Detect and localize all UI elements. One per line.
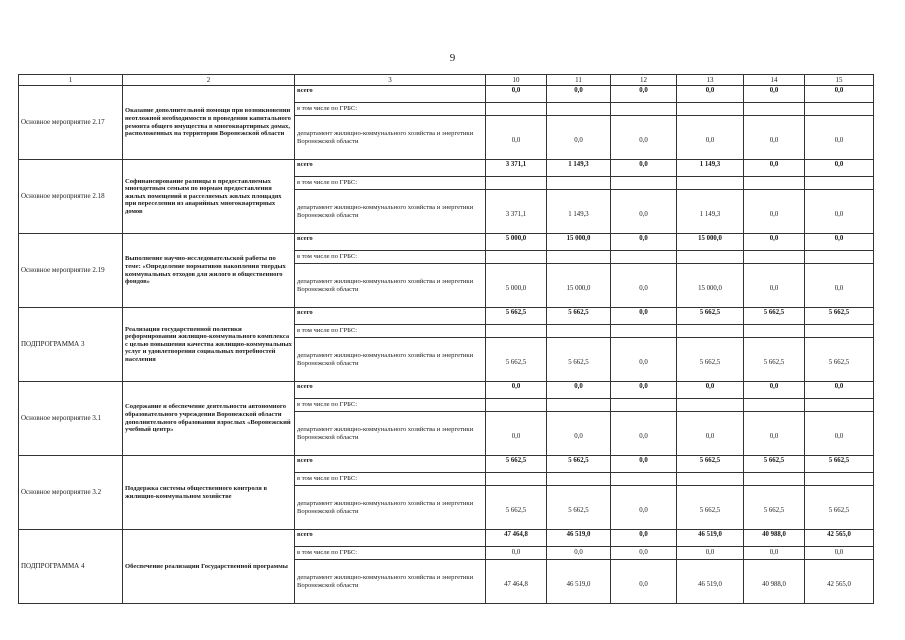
department-value-cell: 0,0 (744, 264, 805, 308)
total-label-cell: всего (295, 86, 486, 103)
header-cell: 14 (744, 75, 805, 86)
department-value-cell: 1 149,3 (547, 190, 611, 234)
total-value-cell: 5 662,5 (486, 308, 547, 325)
header-row (19, 75, 874, 86)
grbs-value-cell (547, 473, 611, 486)
grbs-label-cell: в том числе по ГРБС: (295, 251, 486, 264)
total-label-cell: всего (295, 456, 486, 473)
department-value-cell: 5 662,5 (805, 338, 874, 382)
total-value-cell: 0,0 (744, 234, 805, 251)
grbs-value-cell (677, 399, 744, 412)
department-value-cell: 46 519,0 (677, 560, 744, 604)
department-value-cell: 0,0 (677, 116, 744, 160)
total-value-cell: 0,0 (744, 86, 805, 103)
department-value-cell: 0,0 (744, 190, 805, 234)
header-cell: 1 (19, 75, 123, 86)
grbs-value-cell (744, 103, 805, 116)
activity-code-cell: Основное мероприятие 2.17 (19, 86, 123, 160)
department-label-cell: департамент жилищно-коммунального хозяйства и энергетики Воронежской области (295, 338, 486, 382)
table-body (19, 75, 874, 604)
grbs-label-cell: в том числе по ГРБС: (295, 325, 486, 338)
total-value-cell: 0,0 (611, 530, 677, 547)
grbs-value-cell (547, 103, 611, 116)
department-value-cell: 0,0 (611, 486, 677, 530)
total-value-cell: 5 000,0 (486, 234, 547, 251)
department-label-cell: департамент жилищно-коммунального хозяйства и энергетики Воронежской области (295, 116, 486, 160)
total-label-cell: всего (295, 234, 486, 251)
grbs-value-cell: 0,0 (547, 547, 611, 560)
department-value-cell: 5 662,5 (677, 338, 744, 382)
table-row-total (19, 382, 874, 399)
total-value-cell: 5 662,5 (486, 456, 547, 473)
grbs-value-cell (547, 177, 611, 190)
activity-code-cell: Основное мероприятие 3.1 (19, 382, 123, 456)
department-label-cell: департамент жилищно-коммунального хозяйства и энергетики Воронежской области (295, 412, 486, 456)
grbs-label-cell: в том числе по ГРБС: (295, 399, 486, 412)
total-value-cell: 0,0 (611, 86, 677, 103)
budget-table (18, 74, 874, 604)
grbs-value-cell (677, 177, 744, 190)
department-value-cell: 0,0 (547, 116, 611, 160)
department-value-cell: 0,0 (677, 412, 744, 456)
total-value-cell: 40 988,0 (744, 530, 805, 547)
grbs-value-cell (611, 473, 677, 486)
grbs-value-cell (805, 325, 874, 338)
grbs-value-cell (486, 399, 547, 412)
table-row-total (19, 234, 874, 251)
total-value-cell: 5 662,5 (547, 308, 611, 325)
department-value-cell: 5 662,5 (744, 486, 805, 530)
activity-title-cell: Обеспечение реализации Государственной программы (123, 530, 295, 604)
total-value-cell: 5 662,5 (677, 308, 744, 325)
grbs-value-cell (805, 399, 874, 412)
total-value-cell: 0,0 (486, 86, 547, 103)
department-value-cell: 5 662,5 (486, 338, 547, 382)
grbs-value-cell (744, 177, 805, 190)
department-value-cell: 5 662,5 (547, 338, 611, 382)
department-value-cell: 0,0 (611, 412, 677, 456)
activity-code-cell: Основное мероприятие 2.19 (19, 234, 123, 308)
total-value-cell: 5 662,5 (805, 456, 874, 473)
total-value-cell: 0,0 (611, 234, 677, 251)
total-value-cell: 0,0 (744, 382, 805, 399)
total-value-cell: 0,0 (547, 382, 611, 399)
total-value-cell: 15 000,0 (677, 234, 744, 251)
grbs-value-cell (611, 103, 677, 116)
total-value-cell: 5 662,5 (805, 308, 874, 325)
grbs-label-cell: в том числе по ГРБС: (295, 473, 486, 486)
total-value-cell: 3 371,1 (486, 160, 547, 177)
grbs-value-cell: 0,0 (486, 547, 547, 560)
grbs-value-cell (805, 103, 874, 116)
header-cell: 13 (677, 75, 744, 86)
department-value-cell: 47 464,8 (486, 560, 547, 604)
department-value-cell: 5 662,5 (677, 486, 744, 530)
department-value-cell: 40 988,0 (744, 560, 805, 604)
department-value-cell: 0,0 (547, 412, 611, 456)
total-value-cell: 0,0 (677, 382, 744, 399)
total-value-cell: 46 519,0 (547, 530, 611, 547)
grbs-value-cell (486, 473, 547, 486)
department-value-cell: 0,0 (486, 412, 547, 456)
grbs-value-cell (805, 177, 874, 190)
total-label-cell: всего (295, 382, 486, 399)
total-value-cell: 5 662,5 (744, 308, 805, 325)
department-label-cell: департамент жилищно-коммунального хозяйства и энергетики Воронежской области (295, 190, 486, 234)
page-number: 9 (449, 52, 456, 64)
total-value-cell: 47 464,8 (486, 530, 547, 547)
total-label-cell: всего (295, 530, 486, 547)
header-cell: 12 (611, 75, 677, 86)
department-value-cell: 3 371,1 (486, 190, 547, 234)
grbs-value-cell (805, 251, 874, 264)
total-value-cell: 5 662,5 (744, 456, 805, 473)
grbs-value-cell: 0,0 (611, 547, 677, 560)
department-value-cell: 0,0 (805, 264, 874, 308)
total-value-cell: 0,0 (611, 456, 677, 473)
total-value-cell: 5 662,5 (547, 456, 611, 473)
total-value-cell: 0,0 (486, 382, 547, 399)
grbs-label-cell: в том числе по ГРБС: (295, 177, 486, 190)
department-value-cell: 0,0 (611, 264, 677, 308)
grbs-value-cell (547, 399, 611, 412)
activity-code-cell: ПОДПРОГРАММА 4 (19, 530, 123, 604)
total-label-cell: всего (295, 308, 486, 325)
department-value-cell: 5 662,5 (486, 486, 547, 530)
grbs-value-cell (486, 177, 547, 190)
grbs-value-cell (611, 251, 677, 264)
department-value-cell: 5 000,0 (486, 264, 547, 308)
department-value-cell: 0,0 (611, 338, 677, 382)
table-row-total (19, 456, 874, 473)
activity-code-cell: Основное мероприятие 2.18 (19, 160, 123, 234)
total-value-cell: 0,0 (805, 160, 874, 177)
department-value-cell: 0,0 (611, 116, 677, 160)
total-value-cell: 0,0 (805, 382, 874, 399)
department-label-cell: департамент жилищно-коммунального хозяйства и энергетики Воронежской области (295, 560, 486, 604)
grbs-value-cell (611, 177, 677, 190)
grbs-value-cell (547, 325, 611, 338)
total-value-cell: 0,0 (805, 234, 874, 251)
grbs-value-cell: 0,0 (805, 547, 874, 560)
total-value-cell: 0,0 (677, 86, 744, 103)
total-value-cell: 5 662,5 (677, 456, 744, 473)
department-value-cell: 46 519,0 (547, 560, 611, 604)
grbs-value-cell (744, 251, 805, 264)
activity-title-cell: Поддержка системы общественного контроля в жилищно-коммунальном хозяйстве (123, 456, 295, 530)
table-row-total (19, 530, 874, 547)
department-value-cell: 1 149,3 (677, 190, 744, 234)
total-value-cell: 0,0 (611, 382, 677, 399)
activity-title-cell: Оказание дополнительной помощи при возникновении неотложной необходимости в проведении капитального ремонта общего имущества в многоквартирных домах, расположенных на территории Воронежской области (123, 86, 295, 160)
grbs-value-cell: 0,0 (677, 547, 744, 560)
activity-title-cell: Реализация государственной политики реформировании жилищно-коммунального комплекса с целью повышения качества жилищно-коммунальных услуг и удовлетворения социальных потребностей населения (123, 308, 295, 382)
department-value-cell: 0,0 (744, 116, 805, 160)
grbs-value-cell (677, 251, 744, 264)
grbs-value-cell (744, 473, 805, 486)
total-value-cell: 1 149,3 (547, 160, 611, 177)
total-label-cell: всего (295, 160, 486, 177)
total-value-cell: 0,0 (547, 86, 611, 103)
table-row-total (19, 160, 874, 177)
grbs-label-cell: в том числе по ГРБС: (295, 547, 486, 560)
total-value-cell: 1 149,3 (677, 160, 744, 177)
grbs-value-cell (486, 251, 547, 264)
department-value-cell: 5 662,5 (547, 486, 611, 530)
total-value-cell: 15 000,0 (547, 234, 611, 251)
total-value-cell: 42 565,0 (805, 530, 874, 547)
grbs-value-cell: 0,0 (744, 547, 805, 560)
department-value-cell: 0,0 (744, 412, 805, 456)
grbs-value-cell (677, 325, 744, 338)
grbs-value-cell (677, 473, 744, 486)
activity-title-cell: Софинансирование разницы в предоставляемых многодетным семьям по нормам предоставления жилых помещений и расселяемых жилых площадях при переселении из аварийных многоквартирных домов (123, 160, 295, 234)
total-value-cell: 0,0 (744, 160, 805, 177)
department-value-cell: 0,0 (486, 116, 547, 160)
grbs-value-cell (744, 399, 805, 412)
total-value-cell: 46 519,0 (677, 530, 744, 547)
department-value-cell: 5 662,5 (744, 338, 805, 382)
grbs-value-cell (744, 325, 805, 338)
activity-code-cell: Основное мероприятие 3.2 (19, 456, 123, 530)
department-value-cell: 0,0 (805, 412, 874, 456)
department-label-cell: департамент жилищно-коммунального хозяйства и энергетики Воронежской области (295, 486, 486, 530)
grbs-value-cell (486, 103, 547, 116)
header-cell: 3 (295, 75, 486, 86)
header-cell: 15 (805, 75, 874, 86)
grbs-value-cell (805, 473, 874, 486)
grbs-value-cell (611, 399, 677, 412)
department-value-cell: 0,0 (611, 190, 677, 234)
grbs-value-cell (611, 325, 677, 338)
department-value-cell: 0,0 (611, 560, 677, 604)
grbs-value-cell (547, 251, 611, 264)
department-value-cell: 0,0 (805, 116, 874, 160)
grbs-value-cell (677, 103, 744, 116)
department-label-cell: департамент жилищно-коммунального хозяйства и энергетики Воронежской области (295, 264, 486, 308)
table-row-total (19, 308, 874, 325)
department-value-cell: 42 565,0 (805, 560, 874, 604)
header-cell: 11 (547, 75, 611, 86)
header-cell: 2 (123, 75, 295, 86)
activity-title-cell: Содержание и обеспечение деятельности автономного образовательного учреждения Воронежской области дополнительного образования взрослых «Воронежский учебный центр» (123, 382, 295, 456)
header-cell: 10 (486, 75, 547, 86)
department-value-cell: 5 662,5 (805, 486, 874, 530)
table-row-total (19, 86, 874, 103)
activity-code-cell: ПОДПРОГРАММА 3 (19, 308, 123, 382)
activity-title-cell: Выполнение научно-исследовательской работы по теме: «Определение нормативов накопления твердых коммунальных отходов для жилого и общественного фондов» (123, 234, 295, 308)
total-value-cell: 0,0 (611, 160, 677, 177)
total-value-cell: 0,0 (805, 86, 874, 103)
department-value-cell: 15 000,0 (547, 264, 611, 308)
total-value-cell: 0,0 (611, 308, 677, 325)
grbs-label-cell: в том числе по ГРБС: (295, 103, 486, 116)
department-value-cell: 15 000,0 (677, 264, 744, 308)
department-value-cell: 0,0 (805, 190, 874, 234)
grbs-value-cell (486, 325, 547, 338)
